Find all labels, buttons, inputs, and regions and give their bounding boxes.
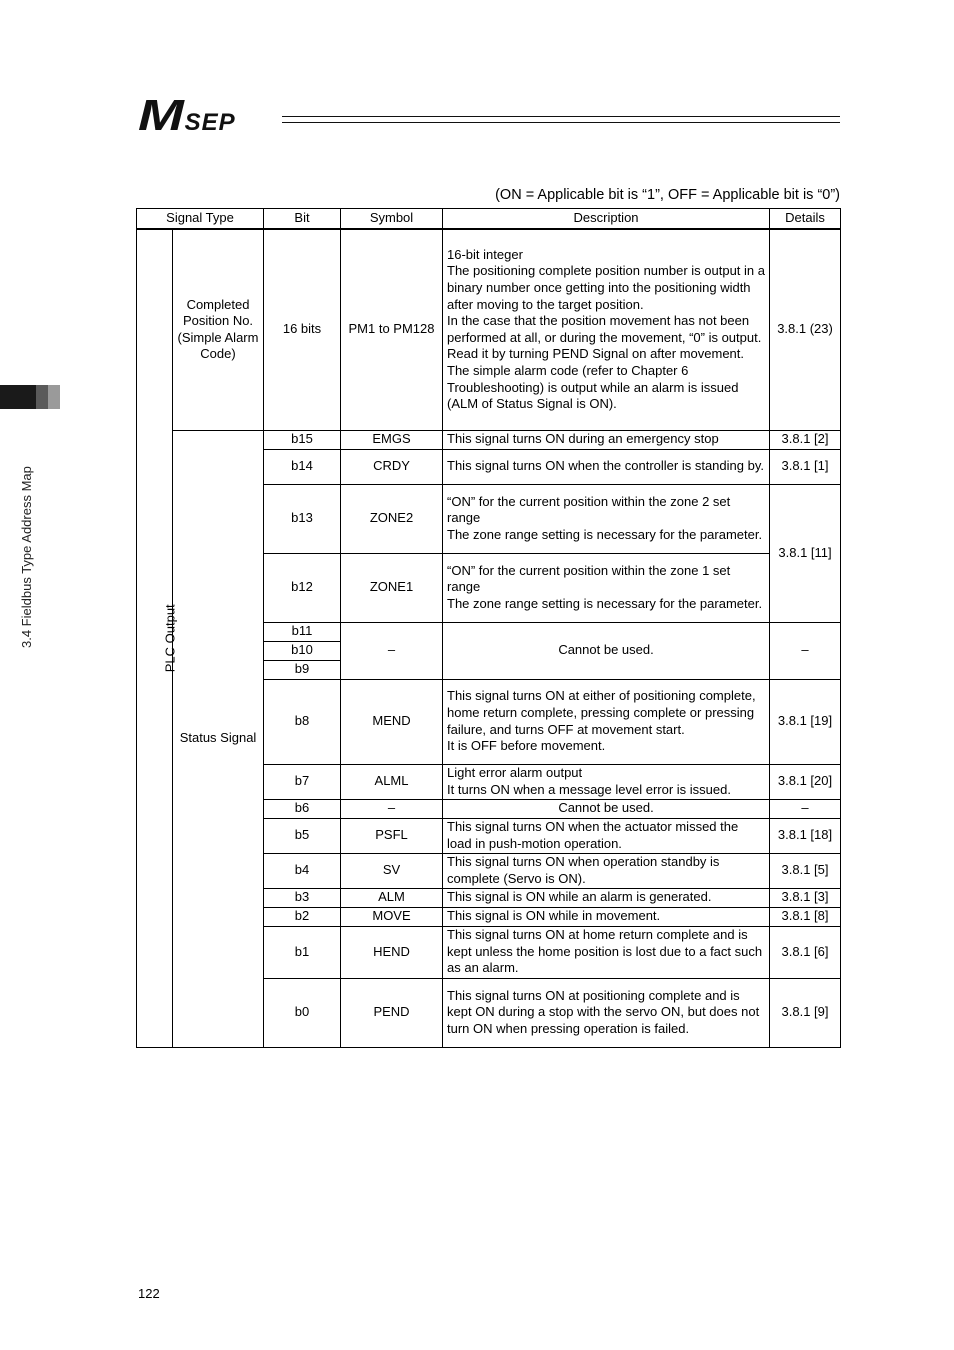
plc-output-group-cell [137,229,178,1047]
details-cell: 3.8.1 [1] [770,449,841,484]
symbol-cell: PSFL [341,818,443,853]
plc-output-signal-table [136,208,841,1048]
status-signal-cell: Status Signal [173,430,264,1047]
details-cell: 3.8.1 [9] [770,978,841,1047]
msep-logo [138,91,236,140]
description-cell: This signal turns ON when the controller is standing by. [443,449,770,484]
symbol-cell: PEND [341,978,443,1047]
bit-cell: b2 [264,907,341,926]
bit-cell: b12 [264,553,341,622]
bit-cell: b7 [264,764,341,799]
description-cell: This signal turns ON during an emergency stop [443,430,770,449]
symbol-cell: MOVE [341,907,443,926]
symbol-cell: ALML [341,764,443,799]
details-cell: 3.8.1 [20] [770,764,841,799]
bit-cell: b11 [264,622,341,641]
logo-main: M [138,91,182,140]
symbol-cell: SV [341,853,443,888]
header-description: Description [443,209,770,230]
description-cell: This signal turns ON when operation standby is complete (Servo is ON). [443,853,770,888]
details-cell: 3.8.1 [19] [770,679,841,764]
header-rule-bottom [282,122,840,123]
section-side-label: 3.4 Fieldbus Type Address Map [19,466,34,648]
header-signal-type: Signal Type [137,209,264,230]
header-symbol: Symbol [341,209,443,230]
description-cell: This signal turns ON when the actuator missed the load in push-motion operation. [443,818,770,853]
details-cell: 3.8.1 [5] [770,853,841,888]
completed-position-details: 3.8.1 (23) [770,229,841,430]
completed-position-bit: 16 bits [264,229,341,430]
description-cell: This signal is ON while an alarm is generated. [443,888,770,907]
symbol-cell: ZONE2 [341,484,443,553]
bit-convention-note: (ON = Applicable bit is “1”, OFF = Applicable bit is “0”) [495,187,840,203]
description-cell: “ON” for the current position within the zone 2 set range The zone range setting is necessary for the parameter. [443,484,770,553]
details-cell: 3.8.1 [18] [770,818,841,853]
description-cell: This signal is ON while in movement. [443,907,770,926]
completed-position-symbol: PM1 to PM128 [341,229,443,430]
description-cell: This signal turns ON at home return complete and is kept unless the home position is lost due to a fact such as an alarm. [443,926,770,978]
details-cell: 3.8.1 [11] [770,484,841,622]
description-cell: Cannot be used. [443,622,770,679]
bit-cell: b15 [264,430,341,449]
symbol-cell: ALM [341,888,443,907]
description-cell: This signal turns ON at either of positioning complete, home return complete, pressing complete or pressing failure, and turns OFF at movement start. It is OFF before movement. [443,679,770,764]
details-cell: 3.8.1 [3] [770,888,841,907]
symbol-cell: EMGS [341,430,443,449]
bit-cell: b9 [264,660,341,679]
page-number: 122 [138,1286,160,1301]
header-details: Details [770,209,841,230]
bit-cell: b5 [264,818,341,853]
description-cell: Cannot be used. [443,799,770,818]
details-cell: 3.8.1 [2] [770,430,841,449]
symbol-cell: CRDY [341,449,443,484]
bit-cell: b6 [264,799,341,818]
table-header-row [137,209,841,230]
table-row [137,229,841,430]
symbol-cell: – [341,622,443,679]
bit-cell: b4 [264,853,341,888]
details-cell: – [770,622,841,679]
symbol-cell: ZONE1 [341,553,443,622]
bit-cell: b10 [264,641,341,660]
header-bit: Bit [264,209,341,230]
symbol-cell: MEND [341,679,443,764]
bit-cell: b8 [264,679,341,764]
details-cell: 3.8.1 [8] [770,907,841,926]
bit-cell: b0 [264,978,341,1047]
details-cell: – [770,799,841,818]
bit-cell: b14 [264,449,341,484]
description-cell: “ON” for the current position within the zone 1 set range The zone range setting is necessary for the parameter. [443,553,770,622]
plc-output-label: PLC Output [162,604,178,673]
chapter-tab-marker [0,385,60,409]
bit-cell: b13 [264,484,341,553]
logo-sub: SEP [184,109,236,136]
symbol-cell: HEND [341,926,443,978]
bit-cell: b3 [264,888,341,907]
completed-position-description: 16-bit integer The positioning complete position number is output in a binary number once getting into the positioning width after moving to the target position. In the case that the position movement has not been performed at all, or during the movement, “0” is output. Read it by turning PEND Signal on after movement. The simple alarm code (refer to Chapter 6 Troubleshooting) is output while an alarm is issued (ALM of Status Signal is ON). [443,229,770,430]
description-cell: This signal turns ON at positioning complete and is kept ON during a stop with the servo ON, but does not turn ON when pressing operation is failed. [443,978,770,1047]
bit-cell: b1 [264,926,341,978]
completed-position-signal: Completed Position No. (Simple Alarm Code) [173,229,264,430]
header-rule-top [282,116,840,117]
description-cell: Light error alarm output It turns ON when a message level error is issued. [443,764,770,799]
details-cell: 3.8.1 [6] [770,926,841,978]
table-row [137,430,841,449]
symbol-cell: – [341,799,443,818]
